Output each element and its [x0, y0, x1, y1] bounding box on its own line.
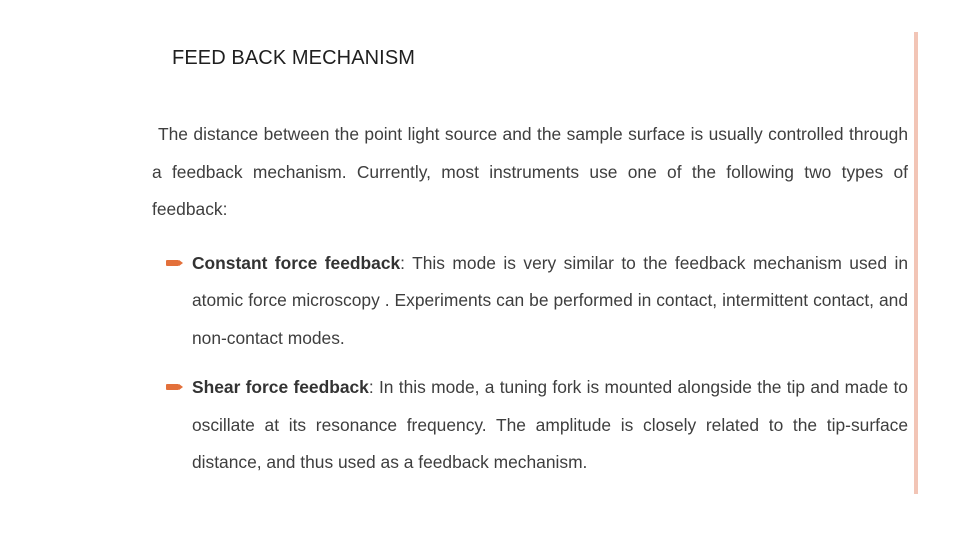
arrow-bullet-icon	[166, 384, 179, 390]
bullet-text: : This mode is very similar to the feedback mechanism used in atomic force microscopy . Experiments can be performed in contact, intermittent contact, and non-contact modes.	[192, 252, 908, 348]
intro-paragraph: The distance between the point light source and the sample surface is usually controlled through a feedback mechanism. Currently, most instruments use one of the following two types of feedback:	[152, 124, 908, 219]
bullet-item-constant-force	[152, 245, 908, 358]
slide-title: FEED BACK MECHANISM	[172, 47, 416, 69]
arrow-bullet-icon	[166, 260, 179, 266]
slide-body	[152, 116, 908, 482]
bullet-text: : In this mode, a tuning fork is mounted alongside the tip and made to oscillate at its resonance frequency. The amplitude is closely related to the tip-surface distance, and thus used as a feedback mechanism.	[192, 377, 908, 472]
bullet-term: Constant force feedback	[192, 252, 401, 273]
bullet-item-shear-force	[152, 369, 908, 482]
right-divider-line	[914, 32, 918, 494]
bullet-term: Shear force feedback	[192, 377, 369, 397]
